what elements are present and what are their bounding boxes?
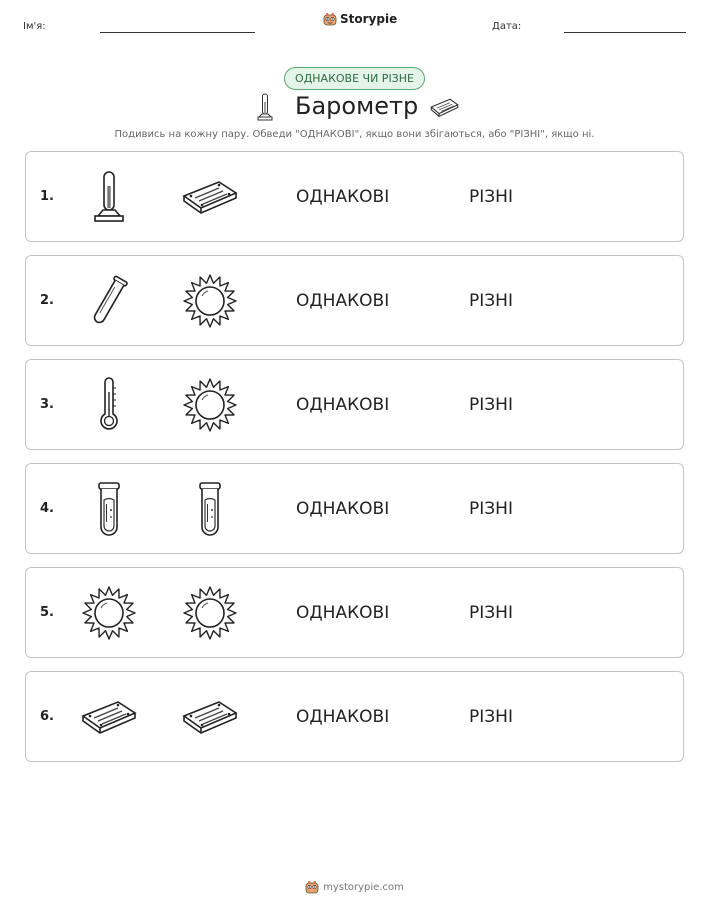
question-row <box>25 463 684 554</box>
liquid-test-tube-icon <box>181 480 239 538</box>
logo-text: Storypie <box>340 12 398 26</box>
storypie-logo <box>323 12 397 26</box>
different-option[interactable]: РІЗНІ <box>469 603 513 623</box>
worksheet-type-badge: ОДНАКОВЕ ЧИ РІЗНЕ <box>284 67 425 90</box>
same-option[interactable]: ОДНАКОВІ <box>296 499 390 519</box>
same-option[interactable]: ОДНАКОВІ <box>296 291 390 311</box>
question-row <box>25 671 684 762</box>
instructions-text: Подивись на кожну пару. Обведи "ОДНАКОВІ", якщо вони збігаються, або "РІЗНІ", якщо ні. <box>114 129 595 140</box>
thermometer-stand-icon <box>255 92 275 122</box>
different-option[interactable]: РІЗНІ <box>469 707 513 727</box>
sun-icon <box>80 584 138 642</box>
question-row <box>25 255 684 346</box>
question-number: 3. <box>40 397 54 412</box>
title-row <box>0 90 709 124</box>
different-option[interactable]: РІЗНІ <box>469 499 513 519</box>
test-tube-icon <box>80 272 138 330</box>
question-row <box>25 151 684 242</box>
page-title: Барометр <box>295 92 419 120</box>
barometer-plate-icon <box>428 96 460 118</box>
name-line[interactable] <box>100 32 255 33</box>
same-option[interactable]: ОДНАКОВІ <box>296 707 390 727</box>
name-label: Ім'я: <box>23 21 46 32</box>
liquid-test-tube-icon <box>80 480 138 538</box>
different-option[interactable]: РІЗНІ <box>469 187 513 207</box>
footer-url[interactable]: mystorypie.com <box>323 881 404 893</box>
thermometer-stand-icon <box>80 168 138 226</box>
same-option[interactable]: ОДНАКОВІ <box>296 395 390 415</box>
date-label: Дата: <box>492 21 522 32</box>
question-number: 1. <box>40 189 54 204</box>
question-row <box>25 359 684 450</box>
sun-icon <box>181 272 239 330</box>
sun-icon <box>181 584 239 642</box>
sun-icon <box>181 376 239 434</box>
barometer-plate-icon <box>80 688 138 746</box>
storypie-mascot-icon <box>323 12 337 26</box>
footer <box>0 880 709 894</box>
different-option[interactable]: РІЗНІ <box>469 291 513 311</box>
thermometer-icon <box>80 376 138 434</box>
storypie-mascot-icon <box>305 880 319 894</box>
question-number: 6. <box>40 709 54 724</box>
same-option[interactable]: ОДНАКОВІ <box>296 187 390 207</box>
worksheet-header <box>0 0 709 50</box>
date-line[interactable] <box>564 32 686 33</box>
same-option[interactable]: ОДНАКОВІ <box>296 603 390 623</box>
question-number: 5. <box>40 605 54 620</box>
question-number: 2. <box>40 293 54 308</box>
barometer-plate-icon <box>181 168 239 226</box>
barometer-plate-icon <box>181 688 239 746</box>
question-number: 4. <box>40 501 54 516</box>
different-option[interactable]: РІЗНІ <box>469 395 513 415</box>
question-row <box>25 567 684 658</box>
